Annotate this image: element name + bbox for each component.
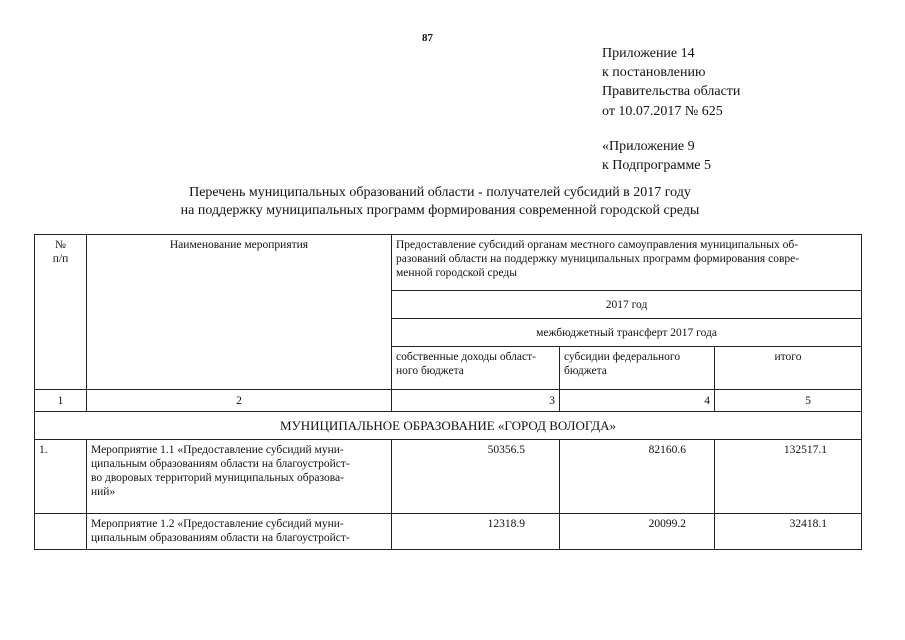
- column-number: 3: [392, 390, 560, 412]
- table-row: [35, 514, 862, 550]
- appendix-line: к постановлению: [602, 65, 706, 81]
- row-federal-subsidies: 20099.2: [560, 514, 715, 550]
- title-line: Перечень муниципальных образований области - получателей субсидий в 2017 году: [189, 185, 691, 200]
- header-federal-subsidies: субсидии федерального бюджета: [560, 347, 715, 390]
- header-own-revenue: собственные доходы област- ного бюджета: [392, 347, 560, 390]
- row-number: 1.: [35, 440, 87, 514]
- column-number: 1: [35, 390, 87, 412]
- appendix-sub-line: «Приложение 9: [602, 138, 695, 154]
- header-year: 2017 год: [392, 291, 862, 319]
- column-number: 5: [715, 390, 862, 412]
- page-number: 87: [422, 32, 433, 44]
- row-number: [35, 514, 87, 550]
- header-transfer: межбюджетный трансферт 2017 года: [392, 319, 862, 347]
- appendix-line: от 10.07.2017 № 625: [602, 103, 723, 119]
- table-row: [35, 440, 862, 514]
- column-number: 4: [560, 390, 715, 412]
- appendix-block: [602, 44, 740, 175]
- section-heading: МУНИЦИПАЛЬНОЕ ОБРАЗОВАНИЕ «ГОРОД ВОЛОГДА»: [35, 412, 862, 440]
- document-title: [120, 184, 760, 220]
- row-total: 32418.1: [715, 514, 862, 550]
- title-line: на поддержку муниципальных программ формирования современной городской среды: [180, 203, 700, 218]
- row-federal-subsidies: 82160.6: [560, 440, 715, 514]
- header-name: Наименование мероприятия: [87, 235, 392, 390]
- spacer: [602, 121, 740, 137]
- row-own-revenue: 12318.9: [392, 514, 560, 550]
- appendix-line: Правительства области: [602, 84, 741, 100]
- row-name: Мероприятие 1.1 «Предоставление субсидий муни- ципальным образованиям области на благоустройст- во дворовых территорий муниципальных образова- ний»: [87, 440, 392, 514]
- header-number: № п/п: [35, 235, 87, 390]
- appendix-sub-line: к Подпрограмме 5: [602, 158, 712, 174]
- header-provision: Предоставление субсидий органам местного самоуправления муниципальных об- разований области на поддержку муниципальных программ формирования совре- менной городской среды: [392, 235, 862, 291]
- row-own-revenue: 50356.5: [392, 440, 560, 514]
- appendix-line: Приложение 14: [602, 46, 695, 61]
- header-total: итого: [715, 347, 862, 390]
- subsidy-table: [34, 234, 862, 550]
- row-name: Мероприятие 1.2 «Предоставление субсидий муни- ципальным образованиям области на благоустройст-: [87, 514, 392, 550]
- row-total: 132517.1: [715, 440, 862, 514]
- column-number: 2: [87, 390, 392, 412]
